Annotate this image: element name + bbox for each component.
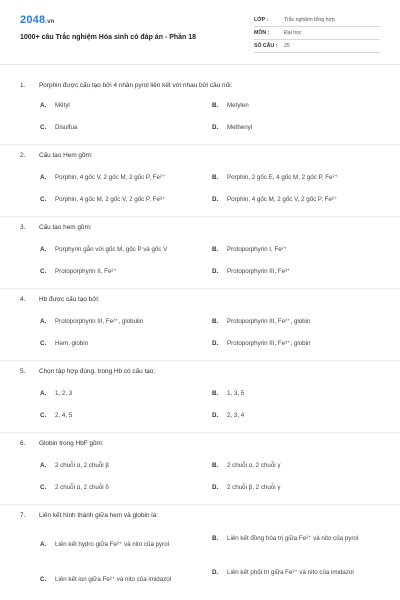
option-letter: D. — [212, 268, 219, 275]
option-text: 1, 2, 3 — [55, 390, 73, 397]
option-letter: D. — [212, 124, 219, 131]
option-letter: C. — [40, 412, 47, 419]
option-text: Protoporphyrin II, Fe²⁺ — [55, 268, 117, 275]
option-c[interactable] — [40, 412, 72, 419]
option-a[interactable] — [40, 174, 165, 181]
option-letter: B. — [212, 102, 219, 109]
option-text: Liên kết phối trí giữa Fe²⁺ và nito của imidazol — [227, 569, 354, 576]
option-text: 2, 3, 4 — [227, 412, 245, 419]
option-a[interactable] — [40, 318, 143, 325]
option-a[interactable] — [40, 390, 72, 397]
option-letter: B. — [212, 318, 219, 325]
option-text: Liên kết ion giữa Fe²⁺ và nito của imidazol — [55, 576, 172, 583]
meta-row-class — [254, 14, 380, 27]
question-divider — [0, 360, 400, 361]
option-d[interactable] — [212, 568, 382, 577]
option-letter: A. — [40, 541, 47, 548]
option-text: Porphyrin gắn với gốc M, gốc P và gốc V — [55, 246, 168, 253]
option-text: 2, 4, 5 — [55, 412, 73, 419]
question-text: Chọn tập hợp đúng, trong Hb có cấu tạo: — [39, 368, 156, 375]
meta-row-count — [254, 40, 380, 53]
option-b[interactable] — [212, 318, 310, 325]
option-letter: A. — [40, 102, 47, 109]
meta-key: MÔN : — [254, 30, 270, 36]
option-letter: B. — [212, 535, 219, 542]
option-letter: A. — [40, 174, 47, 181]
meta-table — [254, 14, 380, 53]
question-divider — [0, 504, 400, 505]
question-divider — [0, 288, 400, 289]
option-letter: B. — [212, 174, 219, 181]
option-d[interactable] — [212, 124, 252, 131]
site-logo[interactable] — [20, 14, 55, 26]
option-text: Metylen — [227, 102, 249, 109]
option-letter: C. — [40, 268, 47, 275]
option-letter: D. — [212, 412, 219, 419]
question-number: 7. — [20, 512, 26, 519]
option-b[interactable] — [212, 390, 244, 397]
option-text: 2 chuỗi α, 2 chuỗi β — [55, 462, 109, 469]
option-letter: B. — [212, 246, 219, 253]
option-letter: D. — [212, 340, 219, 347]
question-text: Cấu tạo Hem gồm: — [39, 152, 93, 159]
option-letter: C. — [40, 576, 47, 583]
option-b[interactable] — [212, 102, 249, 109]
option-a[interactable] — [40, 102, 70, 109]
option-c[interactable] — [40, 196, 165, 203]
option-c[interactable] — [40, 268, 117, 275]
question-text: Porphin được cấu tạo bởi 4 nhân pyrol liên kết với nhau bởi cầu nối: — [39, 82, 233, 89]
option-letter: C. — [40, 124, 47, 131]
question-number: 1. — [20, 82, 26, 89]
option-d[interactable] — [212, 268, 290, 275]
option-a[interactable] — [40, 541, 169, 548]
option-text: Porphin, 4 gốc M, 2 gốc V, 2 gốc P, Fe²⁺ — [227, 196, 338, 203]
option-text: Protoporphyrin I, Fe²⁺ — [227, 246, 288, 253]
option-text: Protoporphyrin III, Fe²⁺, globin — [227, 318, 311, 325]
option-d[interactable] — [212, 484, 280, 491]
option-text: Methenyl — [227, 124, 253, 131]
document-title: 1000+ câu Trắc nghiệm Hóa sinh có đáp án - Phần 18 — [20, 34, 197, 41]
question-text: Globin trong HbF gồm: — [39, 440, 104, 447]
option-b[interactable] — [212, 246, 287, 253]
question-divider — [0, 432, 400, 433]
option-text: Liên kết hydro giữa Fe²⁺ và nito của pyrol — [55, 541, 170, 548]
option-a[interactable] — [40, 246, 167, 253]
option-text: Liên kết đồng hóa trị giữa Fe²⁺ và nito của pyrol — [227, 535, 359, 542]
option-letter: C. — [40, 196, 47, 203]
option-text: Protoporphyrin III, Fe²⁺ — [227, 268, 291, 275]
meta-value: 25 — [284, 43, 290, 49]
question-number: 4. — [20, 296, 26, 303]
option-b[interactable] — [212, 462, 280, 469]
option-text: Protoporphyrin III, Fe³⁺, globin — [227, 340, 311, 347]
option-text: 2 chuỗi α, 2 chuỗi δ — [55, 484, 109, 491]
option-b[interactable] — [212, 174, 338, 181]
option-letter: D. — [212, 569, 219, 576]
option-letter: B. — [212, 462, 219, 469]
page-header — [0, 0, 400, 62]
question-text: Cấu tạo hem gồm: — [39, 224, 92, 231]
meta-key: SỐ CÂU : — [254, 43, 278, 49]
question-divider — [0, 144, 400, 145]
option-text: 2 chuỗi α, 2 chuỗi γ — [227, 462, 281, 469]
option-letter: C. — [40, 484, 47, 491]
question-number: 3. — [20, 224, 26, 231]
option-letter: C. — [40, 340, 47, 347]
logo-text: 2048 — [20, 14, 46, 26]
option-a[interactable] — [40, 462, 109, 469]
option-text: Porphin, 4 gốc M, 2 gốc V, 2 gốc P, Fe³⁺ — [55, 196, 166, 203]
option-d[interactable] — [212, 196, 337, 203]
meta-row-subject — [254, 27, 380, 40]
option-letter: B. — [212, 390, 219, 397]
option-letter: A. — [40, 390, 47, 397]
option-text: Mêtyl — [55, 102, 70, 109]
logo-suffix: .vn — [45, 19, 55, 25]
option-text: Porphin, 4 gốc V, 2 gốc M, 2 gốc P, Fe²⁺ — [55, 174, 166, 181]
option-b[interactable] — [212, 534, 382, 543]
header-divider — [0, 64, 400, 65]
option-letter: A. — [40, 318, 47, 325]
question-number: 6. — [20, 440, 26, 447]
option-letter: A. — [40, 246, 47, 253]
option-text: Porphin, 2 gốc E, 4 gốc M, 2 gốc P, Fe²⁺ — [227, 174, 338, 181]
question-number: 5. — [20, 368, 26, 375]
option-letter: D. — [212, 196, 219, 203]
option-letter: A. — [40, 462, 47, 469]
option-text: 2 chuỗi β, 2 chuỗi γ — [227, 484, 281, 491]
option-text: Disulfua — [55, 124, 78, 131]
question-divider — [0, 216, 400, 217]
option-d[interactable] — [212, 412, 244, 419]
option-text: 1, 3, 5 — [227, 390, 245, 397]
question-number: 2. — [20, 152, 26, 159]
option-text: Protoporphyrin III, Fe²⁺, globulin — [55, 318, 144, 325]
option-d[interactable] — [212, 340, 310, 347]
meta-key: LỚP : — [254, 17, 269, 23]
option-c[interactable] — [40, 340, 88, 347]
meta-value: Đại học — [284, 30, 302, 36]
option-letter: D. — [212, 484, 219, 491]
question-text: Liên kết hình thành giữa hem và globin là: — [39, 512, 159, 519]
meta-value: Trắc nghiệm tổng hợp — [284, 17, 335, 23]
option-c[interactable] — [40, 576, 171, 583]
option-c[interactable] — [40, 484, 109, 491]
question-text: Hb được cấu tạo bởi: — [39, 296, 100, 303]
option-c[interactable] — [40, 124, 77, 131]
option-text: Hem, globin — [55, 340, 89, 347]
